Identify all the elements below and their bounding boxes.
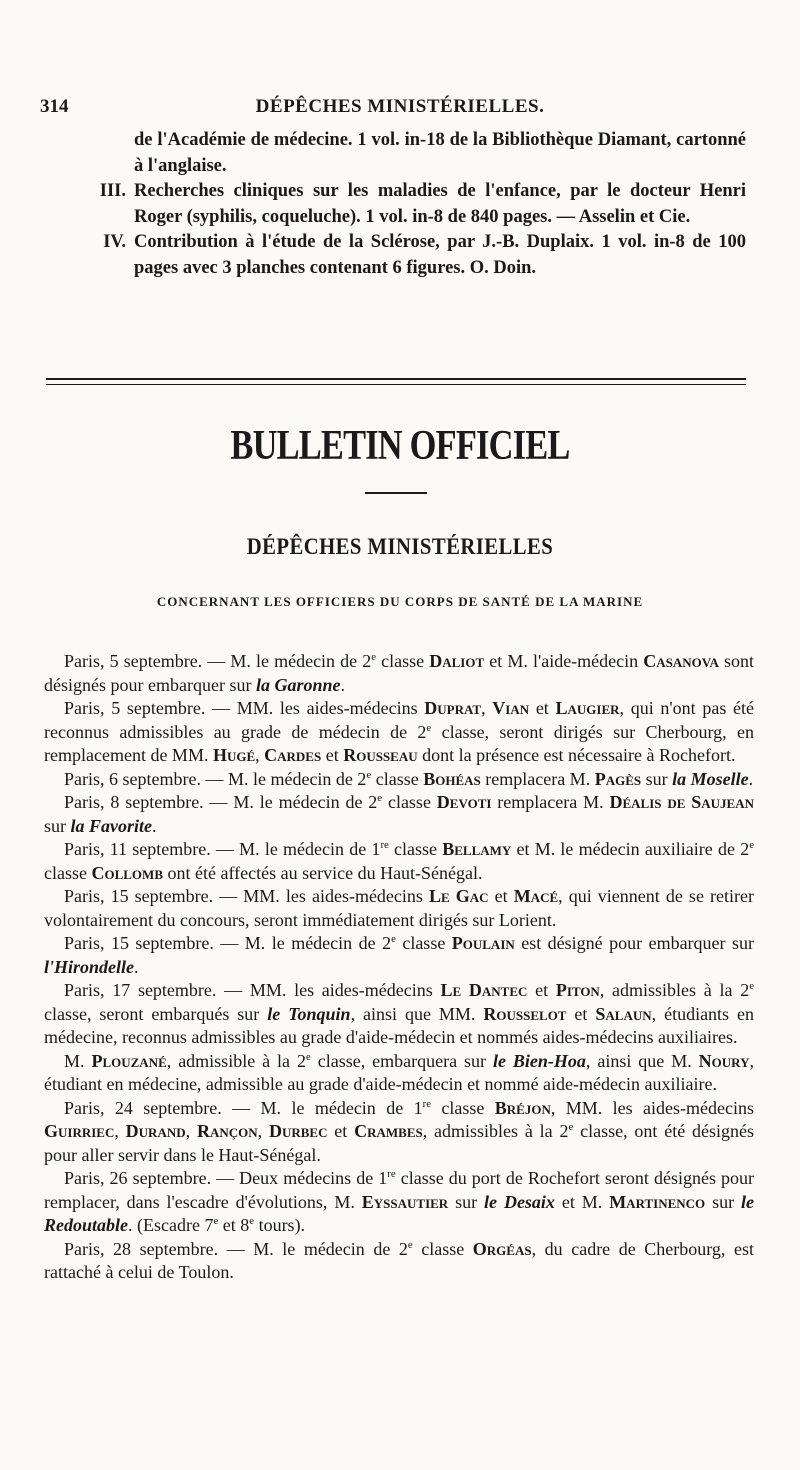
ship-name: le Tonquin — [267, 1003, 351, 1024]
person-name: Déalis de Saujean — [609, 792, 754, 812]
superscript: e — [749, 980, 754, 992]
text-run: classe — [44, 862, 92, 883]
text-run: classe, embarquera sur — [310, 1050, 493, 1071]
superscript: re — [380, 839, 389, 851]
superscript: e — [407, 1238, 413, 1251]
person-name: Le Gac — [429, 886, 489, 906]
text-run: et — [488, 886, 514, 906]
text-run: remplacera M. — [480, 768, 595, 789]
text-run: sur — [44, 815, 71, 836]
page-number: 314 — [40, 96, 69, 117]
text-run: . — [134, 956, 139, 977]
text-run: , — [481, 698, 493, 718]
superscript: e — [391, 933, 396, 945]
dispatch-paragraph — [44, 1097, 754, 1168]
text-run: , — [114, 1121, 126, 1141]
person-name: Bréjon — [494, 1097, 551, 1118]
person-name: Piton — [555, 980, 600, 1000]
dispatch-paragraph — [44, 932, 754, 979]
text-run: , — [185, 1121, 197, 1141]
text-run: , admissibles à la 2 — [599, 980, 750, 1000]
text-run: Paris, 17 septembre. — MM. les aides-médecins — [64, 980, 441, 1000]
text-run: , — [257, 1121, 269, 1141]
text-run: dont la présence est nécessaire à Rochefort. — [417, 745, 736, 765]
text-run: , du cadre de Cherbourg, est rattaché à celui de Toulon. — [44, 1238, 754, 1282]
text-run: Paris, 8 septembre. — M. le médecin de 2 — [64, 792, 378, 812]
text-run: , qui viennent de se retirer volontairement du concours, seront immédiatement dirigés sur Lorient. — [44, 886, 754, 930]
person-name: Le Dantec — [440, 980, 528, 1000]
bulletin-title: BULLETIN OFFICIEL — [230, 423, 570, 469]
dispatch-paragraph — [44, 1167, 754, 1238]
person-name: Laugier — [555, 698, 620, 718]
text-run: et — [566, 1003, 596, 1024]
ship-name: la Garonne — [255, 674, 341, 695]
superscript: e — [249, 1215, 255, 1227]
bibliography-item-text: Recherches cliniques sur les maladies de l'enfance, par le docteur Henri Roger (syphilis, coqueluche). 1 vol. in-8 de 840 pages. — Asselin et Cie. — [134, 181, 746, 227]
text-run: Paris, 11 septembre. — M. le médecin de 1 — [64, 839, 381, 859]
text-run: et M. le médecin auxiliaire de 2 — [511, 839, 750, 859]
bibliography-continuation-text: de l'Académie de médecine. 1 vol. in-18 de la Bibliothèque Diamant, cartonné à l'anglaise. — [134, 130, 746, 176]
dispatch-paragraph — [44, 1238, 754, 1285]
bibliography-continuation — [46, 128, 746, 179]
bibliography-item — [46, 179, 746, 230]
text-run: classe, ont été désignés pour aller servir dans le Haut-Sénégal. — [44, 1121, 755, 1165]
text-run: classe — [395, 933, 452, 953]
text-run: classe — [382, 792, 437, 812]
text-run: classe, seront embarqués sur — [44, 1003, 268, 1024]
text-run: et M. l'aide-médecin — [484, 651, 644, 671]
text-run: ont été affectés au service du Haut-Sénégal. — [163, 862, 483, 883]
bibliography-item-number: IV. — [103, 232, 126, 252]
dispatch-paragraph — [44, 979, 754, 1050]
person-name: Casanova — [643, 651, 719, 671]
person-name: Bohéas — [423, 768, 481, 789]
text-run: et — [321, 745, 344, 765]
person-name: Devoti — [436, 792, 492, 812]
text-run: , ainsi que M. — [585, 1050, 699, 1071]
text-run: , admissible à la 2 — [166, 1050, 306, 1071]
ship-name: le Redoutable — [44, 1191, 755, 1235]
text-run: . — [748, 768, 754, 789]
person-name: Rançon — [196, 1121, 258, 1141]
text-run: . — [340, 674, 345, 695]
person-name: Bellamy — [442, 839, 512, 859]
dispatch-paragraph — [44, 1050, 754, 1097]
dispatch-paragraph — [44, 697, 754, 768]
ship-name: la Favorite — [70, 815, 152, 836]
text-run: classe — [371, 768, 424, 789]
dispatch-list — [44, 650, 754, 1285]
dispatch-paragraph — [44, 768, 754, 792]
text-run: et — [527, 980, 556, 1000]
ship-name: l'Hirondelle — [44, 956, 134, 977]
dispatch-paragraph — [44, 838, 754, 885]
text-run: , étudiant en médecine, admissible au grade d'aide-médecin et nommé aide-médecin auxiliaire. — [44, 1050, 754, 1094]
person-name: Crambes — [354, 1121, 423, 1141]
person-name: Durand — [125, 1121, 186, 1141]
text-run: sont désignés pour embarquer sur — [44, 651, 754, 695]
text-run: , étudiants en médecine, reconnus admissibles au grade d'aide-médecin et nommés aides-médecins auxiliaires. — [44, 1003, 755, 1047]
person-name: Eyssautier — [361, 1191, 449, 1212]
text-run: sur — [705, 1191, 742, 1212]
person-name: Cardes — [264, 745, 322, 765]
text-run: classe — [376, 651, 430, 671]
text-run: Paris, 28 septembre. — M. le médecin de 2 — [64, 1238, 408, 1259]
person-name: Rousseau — [343, 745, 418, 765]
superscript: e — [371, 651, 377, 663]
person-name: Orgéas — [472, 1238, 532, 1259]
text-run: est désigné pour embarquer sur — [514, 933, 754, 953]
section-divider — [46, 378, 746, 385]
person-name: Plouzané — [91, 1050, 167, 1071]
text-run: , ainsi que MM. — [350, 1003, 484, 1024]
dispatch-paragraph — [44, 885, 754, 932]
person-name: Martinenco — [609, 1191, 706, 1212]
text-run: classe, seront dirigés sur Cherbourg, en remplacement de MM. — [44, 721, 754, 765]
superscript: e — [213, 1215, 219, 1227]
text-run: et M. — [554, 1191, 610, 1212]
superscript: re — [387, 1168, 396, 1180]
section-subtitle: CONCERNANT LES OFFICIERS DU CORPS DE SANTÉ DE LA MARINE — [156, 594, 644, 609]
ship-name: le Bien-Hoa — [492, 1050, 586, 1071]
text-run: sur — [448, 1191, 485, 1212]
text-run: , — [255, 745, 265, 765]
text-run: classe — [388, 839, 443, 859]
text-run: Paris, 15 septembre. — M. le médecin de 2 — [64, 933, 392, 953]
dispatch-paragraph — [44, 791, 754, 838]
person-name: Collomb — [91, 862, 163, 883]
section-title: DÉPÊCHES MINISTÉRIELLES — [246, 534, 554, 559]
person-name: Salaun — [595, 1003, 652, 1024]
text-run: classe — [412, 1238, 473, 1259]
text-run: Paris, 6 septembre. — M. le médecin de 2 — [64, 768, 367, 789]
text-run: Paris, 5 septembre. — MM. les aides-médecins — [64, 698, 425, 718]
bibliography-item — [46, 230, 746, 281]
dispatch-paragraph — [44, 650, 754, 697]
running-header — [40, 96, 760, 122]
text-run: , MM. les aides-médecins — [550, 1097, 754, 1118]
superscript: e — [568, 1121, 574, 1133]
person-name: Durbec — [268, 1121, 328, 1141]
superscript: e — [426, 721, 432, 734]
title-rule — [365, 492, 427, 494]
text-run: , qui n'ont pas été reconnus admissibles au grade de médecin de 2 — [44, 698, 754, 742]
text-run: classe du port de Rochefort seront désignés pour remplacer, dans l'escadre d'évolutions, M. — [44, 1168, 754, 1212]
text-run: et 8 — [218, 1215, 250, 1235]
ship-name: la Moselle — [672, 768, 749, 789]
text-run: remplacera M. — [491, 792, 610, 812]
text-run: Paris, 26 septembre. — Deux médecins de 1 — [64, 1168, 388, 1188]
person-name: Noury — [698, 1050, 750, 1071]
person-name: Pagès — [594, 768, 642, 789]
text-run: sur — [641, 768, 673, 789]
person-name: Vian — [492, 698, 530, 718]
person-name: Macé — [513, 886, 559, 906]
superscript: e — [366, 768, 372, 781]
superscript: e — [377, 792, 383, 804]
running-title: DÉPÊCHES MINISTÉRIELLES. — [255, 96, 545, 117]
text-run: Paris, 15 septembre. — MM. les aides-médecins — [64, 886, 429, 906]
person-name: Duprat — [424, 698, 482, 718]
bibliography-list — [46, 128, 746, 281]
text-run: et — [327, 1121, 355, 1141]
text-run: M. — [64, 1050, 92, 1071]
person-name: Daliot — [429, 651, 485, 671]
text-run: et — [529, 698, 556, 718]
superscript: re — [422, 1097, 431, 1110]
bibliography-item-number: III. — [99, 181, 126, 201]
text-run: . — [152, 815, 157, 836]
superscript: e — [305, 1050, 311, 1063]
text-run: Paris, 5 septembre. — M. le médecin de 2 — [64, 651, 372, 671]
bibliography-item-text: Contribution à l'étude de la Sclérose, par J.-B. Duplaix. 1 vol. in-8 de 100 pages avec 3 planches contenant 6 figures. O. Doin. — [134, 232, 746, 278]
text-run: tours). — [254, 1215, 306, 1235]
superscript: e — [749, 839, 754, 851]
ship-name: le Desaix — [484, 1191, 555, 1212]
text-run: , admissibles à la 2 — [422, 1121, 569, 1141]
person-name: Rousselot — [483, 1003, 567, 1024]
person-name: Poulain — [451, 933, 515, 953]
person-name: Guirriec — [44, 1121, 115, 1141]
person-name: Hugé — [212, 745, 256, 765]
text-run: . (Escadre 7 — [128, 1215, 214, 1235]
text-run: classe — [430, 1097, 495, 1118]
text-run: Paris, 24 septembre. — M. le médecin de 1 — [64, 1097, 423, 1118]
